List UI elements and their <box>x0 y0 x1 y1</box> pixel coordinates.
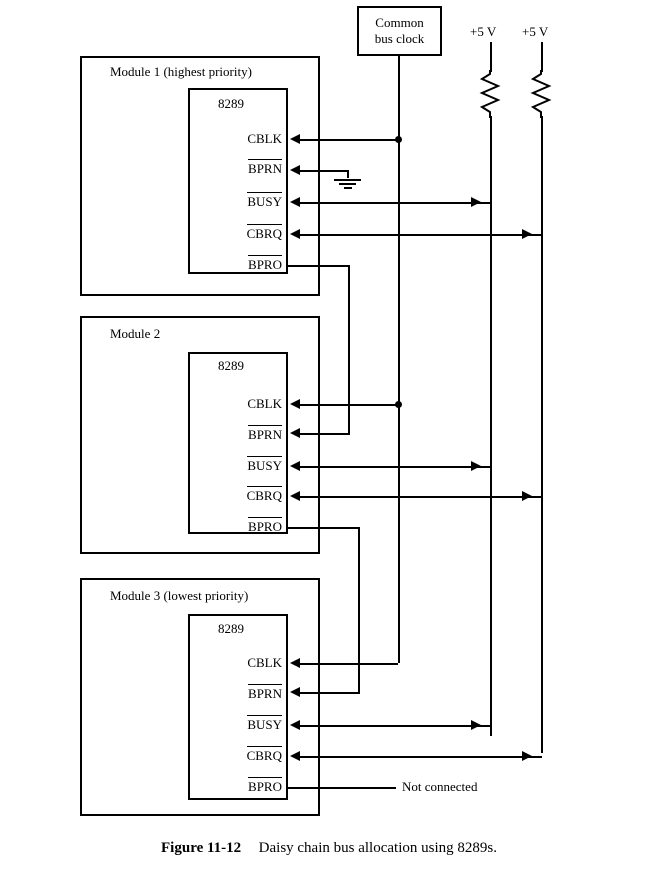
module-3-pin-cblk: CBLK <box>247 655 282 670</box>
figure-caption-label: Figure 11-12 <box>161 840 242 856</box>
module-1-chip-box <box>188 88 288 274</box>
module-2-cbrq-arrow-left <box>290 491 300 501</box>
module-2-bpro-wire <box>288 527 360 529</box>
module-1-busy-arrow-left <box>290 197 300 207</box>
module-2-cbrq-wire <box>300 496 542 498</box>
module-3-chip-label: 8289 <box>218 621 244 636</box>
supply-2-lead-top <box>541 42 543 72</box>
not-connected-label: Not connected <box>402 779 478 794</box>
module-3-busy-wire <box>300 725 491 727</box>
module-3-cbrq-wire <box>300 756 542 758</box>
module-1-bprn-arrow <box>290 165 300 175</box>
module-1-cblk-wire <box>300 139 398 141</box>
module-2-pin-bpro: BPRO <box>248 519 282 534</box>
figure-caption-text: Daisy chain bus allocation using 8289s. <box>258 840 497 856</box>
module-1-busy-wire <box>300 202 491 204</box>
module-1-cbrq-arrow-left <box>290 229 300 239</box>
module-1-bprn-wire <box>300 170 348 172</box>
module-1-pin-cbrq: CBRQ <box>246 226 282 241</box>
module-3-pin-bprn: BPRN <box>248 686 282 701</box>
module-3-cbrq-arrow-left <box>290 751 300 761</box>
module-3-title: Module 3 (lowest priority) <box>110 588 249 603</box>
module-3-busy-arrow-left <box>290 720 300 730</box>
module-2-pin-busy: BUSY <box>247 458 282 473</box>
module-1-cblk-arrow <box>290 134 300 144</box>
figure-caption <box>0 840 658 857</box>
module-3-busy-arrow-right <box>471 720 481 730</box>
module-2-pin-bprn: BPRN <box>248 427 282 442</box>
module-2-pin-cblk: CBLK <box>247 396 282 411</box>
supply-2-bus-line <box>541 116 543 753</box>
module-2-pin-cbrq: CBRQ <box>246 488 282 503</box>
module-2-busy-arrow-right <box>471 461 481 471</box>
module-3-chip-box <box>188 614 288 800</box>
module-1-pin-cblk: CBLK <box>247 131 282 146</box>
module-1-cbrq-arrow-right <box>522 229 532 239</box>
module-3-bpro-wire <box>288 787 396 789</box>
module-1-chip-label: 8289 <box>218 96 244 111</box>
module-1-cbrq-wire <box>300 234 542 236</box>
module-2-chip-box <box>188 352 288 534</box>
supply-label-2: +5 V <box>522 24 549 39</box>
clock-junction-1 <box>395 136 402 143</box>
module-3-cblk-wire <box>300 663 398 665</box>
common-bus-clock-box <box>357 6 442 56</box>
module-3-cblk-arrow <box>290 658 300 668</box>
module-3-pin-bpro: BPRO <box>248 779 282 794</box>
pullup-resistor-2 <box>531 70 553 118</box>
module-1-bpro-wire <box>288 265 350 267</box>
module-1-pin-bprn: BPRN <box>248 161 282 176</box>
daisy-chain-2-vertical <box>358 527 360 692</box>
module-2-busy-wire <box>300 466 491 468</box>
module-3-pin-cbrq: CBRQ <box>246 748 282 763</box>
module-2-cblk-arrow <box>290 399 300 409</box>
pullup-resistor-1 <box>480 70 502 118</box>
daisy-chain-1-vertical <box>348 265 350 433</box>
clock-label-line1: Common <box>375 14 424 30</box>
ground-symbol <box>334 177 361 189</box>
module-2-chip-label: 8289 <box>218 358 244 373</box>
module-1-pin-bpro: BPRO <box>248 257 282 272</box>
module-1-title: Module 1 (highest priority) <box>110 64 252 79</box>
clock-trunk-line <box>398 56 400 663</box>
supply-label-1: +5 V <box>470 24 497 39</box>
supply-1-bus-line <box>490 116 492 736</box>
module-1-pin-busy: BUSY <box>247 194 282 209</box>
clock-label-line2: bus clock <box>374 31 425 46</box>
module-2-cblk-wire <box>300 404 398 406</box>
clock-junction-2 <box>395 401 402 408</box>
module-2-title: Module 2 <box>110 326 161 341</box>
module-3-pin-busy: BUSY <box>247 717 282 732</box>
module-2-cbrq-arrow-right <box>522 491 532 501</box>
module-1-busy-arrow-right <box>471 197 481 207</box>
module-3-cbrq-arrow-right <box>522 751 532 761</box>
module-2-busy-arrow-left <box>290 461 300 471</box>
supply-1-lead-top <box>490 42 492 72</box>
